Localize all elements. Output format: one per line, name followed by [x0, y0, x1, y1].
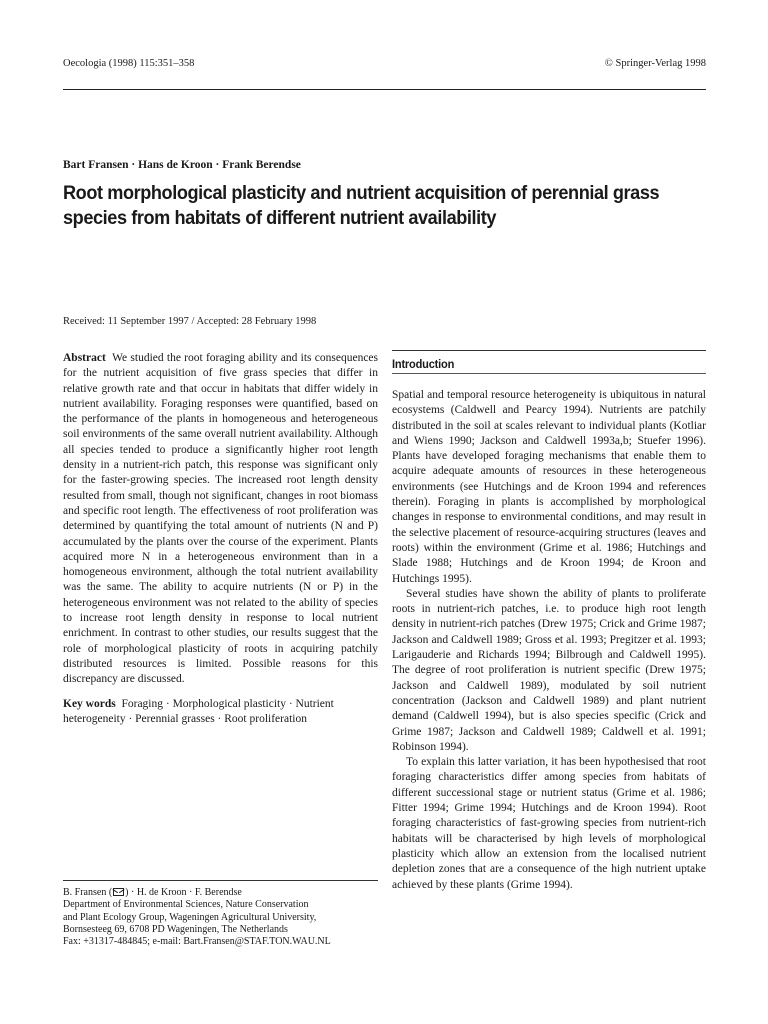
copyright-notice: © Springer-Verlag 1998 [604, 58, 706, 69]
intro-paragraph: Spatial and temporal resource heterogeneity is ubiquitous in natural ecosystems (Caldwell and Pearcy 1994). Nutrients are patchily distributed in the soil at scales relevant to individual plants (Kotliar and Wiens 1990; Jackson and Caldwell 1993a,b; Stuefer 1996). Plants have developed foraging mechanisms that enable them to acquire adequate amounts of resources in these heterogeneous environments (see Hutchings and de Kroon 1994 and references therein). Foraging in plants is accomplished by morphological changes in response to environmental conditions, and may result in the selective placement of resource-acquiring structures (leaves and roots) within the environment (Grime et al. 1986; Hutchings and Slade 1988; Hutchings and de Kroon 1994; de Kroon and Hutchings 1995). [392, 389, 706, 585]
keywords-text: Foraging · Morphological plasticity · Nutrient heterogeneity · Perennial grasses · Root proliferation [63, 697, 334, 725]
footnote-contact: Fax: +31317-484845; e-mail: Bart.Fransen@STAF.TON.WAU.NL [63, 936, 331, 948]
abstract [63, 351, 378, 688]
footnote-authors [63, 887, 383, 899]
envelope-icon [113, 888, 124, 896]
author-list: Bart Fransen · Hans de Kroon · Frank Berendse [63, 159, 301, 171]
keywords [63, 697, 378, 728]
footnote-department: Department of Environmental Sciences, Nature Conservation [63, 899, 309, 911]
intro-paragraph: Several studies have shown the ability of plants to proliferate roots in nutrient-rich patches, i.e. to produce high root length density in nutrient-rich patches (Drew 1975; Crick and Grime 1987; Jackson and Caldwell 1989; Gross et al. 1993; Pregitzer et al. 1993; Larigauderie and Richards 1994; Bilbrough and Caldwell 1995). The degree of root proliferation is nutrient specific (Drew 1975; Jackson and Caldwell 1989), modulated by soil nutrient concentration (Jackson and Caldwell 1989) and plant nutrient demand (Caldwell 1994), but is also species specific (Crick and Grime 1987; Jackson and Caldwell 1989; Caldwell et al. 1991; Robinson 1994). [392, 587, 706, 753]
intro-paragraph: To explain this latter variation, it has been hypothesised that root foraging characteristics differ among species from habitats of different successional stage or nutrient status (Grime et al. 1986; Fitter 1994; Grime 1994; Hutchings and de Kroon 1994). Root foraging characteristics of fast-growing species from nutrient-rich habitats will be characterised by high levels of morphological plasticity which allow an extension from the localised nutrient depletion zones that are a consequence of the high nutrient uptake achieved by these plants (Grime 1994). [392, 756, 706, 891]
footnote-author-rest: ) · H. de Kroon · F. Berendse [125, 887, 242, 898]
footnote-author-first: B. Fransen ( [63, 887, 113, 898]
footnote-address: Bornsesteeg 69, 6708 PD Wageningen, The Netherlands [63, 923, 288, 935]
footnote-rule [63, 880, 378, 881]
introduction-underline [392, 373, 706, 374]
received-dates: Received: 11 September 1997 / Accepted: 28 February 1998 [63, 316, 317, 327]
keywords-label: Key words [63, 697, 116, 710]
abstract-label: Abstract [63, 352, 106, 364]
abstract-text: We studied the root foraging ability and its consequences for the nutrient acquisition of five grass species that differ in relative growth rate and that occur in habitats that differ widely in nutrient availability. Foraging responses were quantified, based on the performance of the plants in homogeneous and heterogeneous soil environments of the same overall nutrient availability. Although all species tended to produce a significantly higher root length density in a nutrient-rich patch, this response was significant only for the faster-growing species. The increased root length density resulted from small, though not significant, changes in root biomass and specific root length. The effectiveness of root proliferation was determined by quantifying the total amount of nutrients (N and P) accumulated by the plants over the course of the experiment. Plants acquired more N in a heterogeneous environment than in a homogeneous environment, although the total nutrient availability was the same. The ability to acquire nutrients (N or P) in the heterogeneous environment was not related to the ability of species to increase root length density in response to local nutrient enrichment. In contrast to other studies, our results suggest that the role of morphological plasticity of roots in acquiring patchily distributed resources is limited. Possible reasons for this discrepancy are discussed. [63, 352, 379, 686]
running-head [63, 58, 706, 74]
introduction-top-rule [392, 350, 706, 351]
header-rule [63, 89, 706, 90]
footnote-group: and Plant Ecology Group, Wageningen Agricultural University, [63, 911, 317, 923]
introduction-heading: Introduction [392, 357, 455, 371]
right-column [392, 388, 706, 893]
affiliation-footnote [63, 887, 383, 948]
article-title: Root morphological plasticity and nutrient acquisition of perennial grass species from habitats of different nutrient availability [63, 182, 660, 229]
left-column [63, 351, 378, 727]
journal-citation: Oecologia (1998) 115:351–358 [63, 58, 195, 69]
